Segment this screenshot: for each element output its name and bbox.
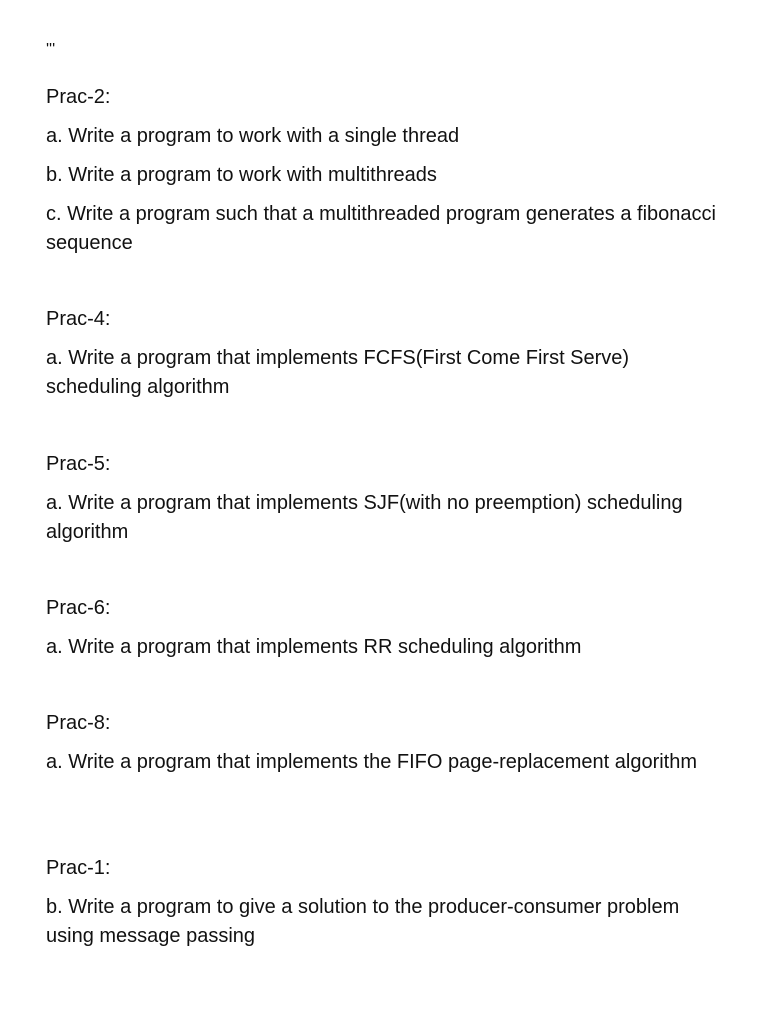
quote-marker: ''' <box>46 41 56 58</box>
section-heading: Prac-5: <box>46 453 111 475</box>
section-prac-8 <box>46 709 726 777</box>
list-item: a. Write a program that implements SJF(with no preemption) scheduling algorithm <box>46 492 683 543</box>
section-heading: Prac-1: <box>46 857 111 879</box>
section-heading: Prac-4: <box>46 308 111 330</box>
list-item: a. Write a program to work with a single thread <box>46 125 460 147</box>
section-prac-4 <box>46 305 726 402</box>
section-heading: Prac-6: <box>46 597 111 619</box>
list-item: b. Write a program to give a solution to the producer-consumer problem using message passing <box>46 896 680 947</box>
list-item: b. Write a program to work with multithreads <box>46 164 437 186</box>
list-item: a. Write a program that implements the FIFO page-replacement algorithm <box>46 751 698 773</box>
section-prac-5 <box>46 450 726 547</box>
list-item: a. Write a program that implements RR scheduling algorithm <box>46 636 582 658</box>
list-item: a. Write a program that implements FCFS(First Come First Serve) scheduling algorithm <box>46 347 630 398</box>
section-heading: Prac-8: <box>46 712 111 734</box>
section-prac-6 <box>46 594 726 662</box>
section-prac-1 <box>46 854 726 951</box>
list-item: c. Write a program such that a multithreaded program generates a fibonacci sequence <box>46 203 716 254</box>
section-heading: Prac-2: <box>46 86 111 108</box>
section-prac-2 <box>46 83 726 258</box>
